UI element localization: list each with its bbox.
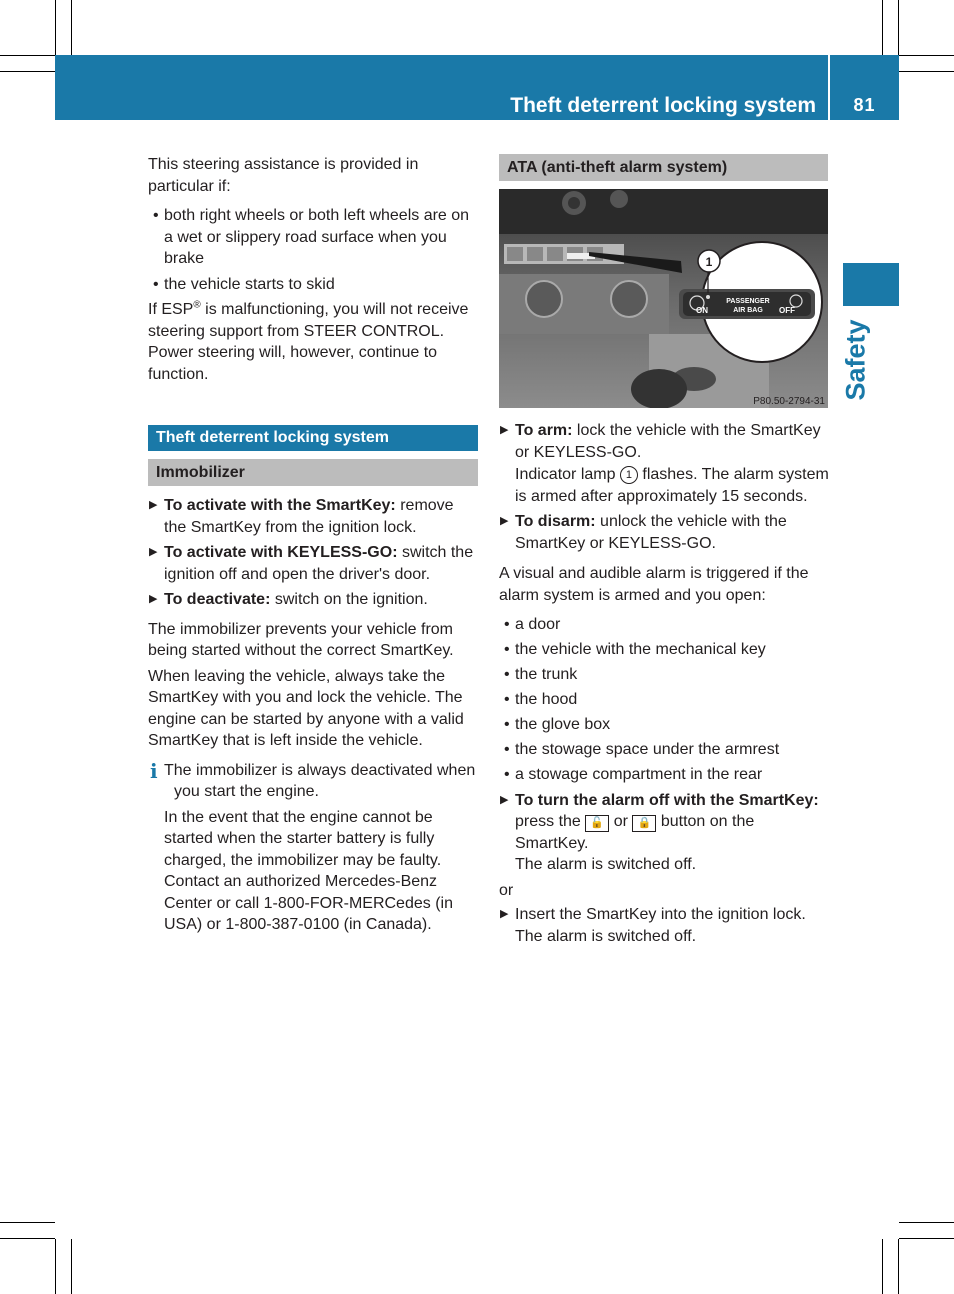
crop-mark (55, 1239, 56, 1294)
crop-mark (898, 1239, 899, 1294)
info-text: In the event that the engine cannot be started when the starter battery is fully charged, the immobilizer may be faulty. Contact an authorized Mercedes-Benz Center or call 1-800-FOR-MERCedes (in USA) or 1-800-387-0100 (in Canada). (164, 808, 453, 933)
step-label: To disarm: (515, 513, 596, 530)
instruction-step (148, 495, 478, 538)
or-text: or (609, 813, 633, 830)
info-icon: i (150, 758, 158, 783)
instruction-step (499, 790, 831, 876)
chapter-label-text: Safety (840, 319, 871, 401)
right-column (499, 420, 831, 947)
callout-number: 1 (705, 255, 713, 269)
crop-mark (899, 1222, 954, 1223)
lock-icon: 🔒 (632, 815, 656, 832)
dashboard-illustration (499, 189, 828, 408)
page-number-box (830, 55, 899, 120)
step-text: unlock the vehicle with the SmartKey or KEYLESS-GO. (515, 513, 787, 552)
or-separator: or (499, 881, 514, 899)
instruction-step (499, 904, 831, 947)
chapter-label (828, 300, 884, 420)
crop-mark (882, 0, 883, 55)
list-item: • the vehicle with the mechanical key (499, 639, 831, 661)
step-result: The alarm is switched off. (515, 856, 697, 873)
header-bar (55, 55, 828, 120)
arrow-icon: ▶ (500, 793, 509, 806)
list-item: • the glove box (499, 714, 831, 736)
list-item: • a stowage compartment in the rear (499, 764, 831, 786)
step-text: Insert the SmartKey into the ignition lock. (515, 906, 806, 923)
instruction-step (499, 511, 831, 554)
list-item: • both right wheels or both left wheels are on a wet or slippery road surface when you brake (148, 205, 478, 270)
subsection-heading: Immobilizer (148, 459, 478, 486)
arm-lamp-post: flashes. The alarm system is armed after approximately 15 seconds. (515, 466, 829, 505)
esp-pre: If ESP (148, 301, 194, 318)
step-text: switch on the ignition. (270, 591, 428, 608)
crop-mark (0, 71, 55, 72)
crop-mark (0, 1222, 55, 1223)
step-text: press the (515, 813, 586, 830)
esp-paragraph (148, 299, 478, 385)
info-note (148, 760, 478, 936)
crop-mark (71, 1239, 72, 1294)
leaving-vehicle-paragraph: When leaving the vehicle, always take the SmartKey with you and lock the vehicle. The engine can be started by anyone with a valid SmartKey that is left inside the vehicle. (148, 667, 464, 749)
arrow-icon: ▶ (500, 908, 509, 920)
unlock-icon: 🔓 (585, 815, 609, 832)
step-result: The alarm is switched off. (515, 927, 697, 945)
arm-lamp-pre: Indicator lamp (515, 466, 620, 483)
list-item: • the vehicle starts to skid (148, 274, 478, 296)
arrow-icon: ▶ (149, 499, 158, 511)
passenger-label: PASSENGER (726, 298, 770, 305)
airbag-label: AIR BAG (733, 307, 763, 314)
registered-mark: ® (193, 299, 201, 311)
off-label: OFF (779, 306, 795, 315)
step-label: To deactivate: (164, 591, 271, 608)
step-text: switch the ignition off and open the driver's door. (164, 544, 474, 583)
arrow-icon: ▶ (500, 424, 509, 436)
list-item: • the hood (499, 689, 831, 711)
instruction-step (148, 589, 478, 611)
section-heading: Theft deterrent locking system (148, 425, 478, 451)
instruction-step (499, 420, 831, 507)
arrow-icon: ▶ (149, 546, 158, 558)
step-text: remove the SmartKey from the ignition lock. (164, 497, 454, 536)
step-text: lock the vehicle with the SmartKey or KEYLESS-GO. (515, 422, 821, 461)
list-item: • the stowage space under the armrest (499, 739, 831, 761)
figure-code: P80.50-2794-31 (753, 396, 825, 407)
page-number: 81 (853, 94, 876, 115)
on-label: ON (696, 306, 708, 315)
left-column (148, 154, 478, 936)
list-item: • the trunk (499, 664, 831, 686)
crop-mark (898, 0, 899, 55)
crop-mark (0, 55, 55, 56)
arm-result (515, 464, 831, 507)
callout-marker: 1 (620, 466, 638, 484)
instruction-step (148, 542, 478, 585)
crop-mark (882, 1239, 883, 1294)
step-label: To activate with KEYLESS-GO: (164, 544, 398, 561)
crop-mark (71, 0, 72, 55)
arrow-icon: ▶ (149, 593, 158, 605)
alarm-intro: A visual and audible alarm is triggered if the alarm system is armed and you open: (499, 565, 809, 604)
dashboard-photo (499, 189, 828, 408)
step-label: To activate with the SmartKey: (164, 497, 396, 514)
list-item: • a door (499, 614, 831, 636)
crop-mark (899, 55, 954, 56)
step-label: To arm: (515, 422, 573, 439)
esp-post: is malfunctioning, you will not receive steering support from STEER CONTROL. Power steering will, however, continue to function. (148, 301, 469, 383)
crop-mark (899, 71, 954, 72)
ata-section-heading: ATA (anti-theft alarm system) (499, 154, 828, 181)
page-header-title: Theft deterrent locking system (510, 93, 816, 117)
info-text: The immobilizer is always deactivated when you start the engine. (164, 761, 476, 800)
crop-mark (899, 1238, 954, 1239)
immobilizer-paragraph: The immobilizer prevents your vehicle from being started without the correct SmartKey. (148, 620, 454, 659)
step-text: button on the SmartKey. (515, 813, 755, 852)
crop-mark (55, 0, 56, 55)
intro-text: This steering assistance is provided in particular if: (148, 156, 419, 195)
arrow-icon: ▶ (500, 515, 509, 527)
crop-mark (0, 1238, 55, 1239)
step-label: To turn the alarm off with the SmartKey: (515, 791, 819, 809)
